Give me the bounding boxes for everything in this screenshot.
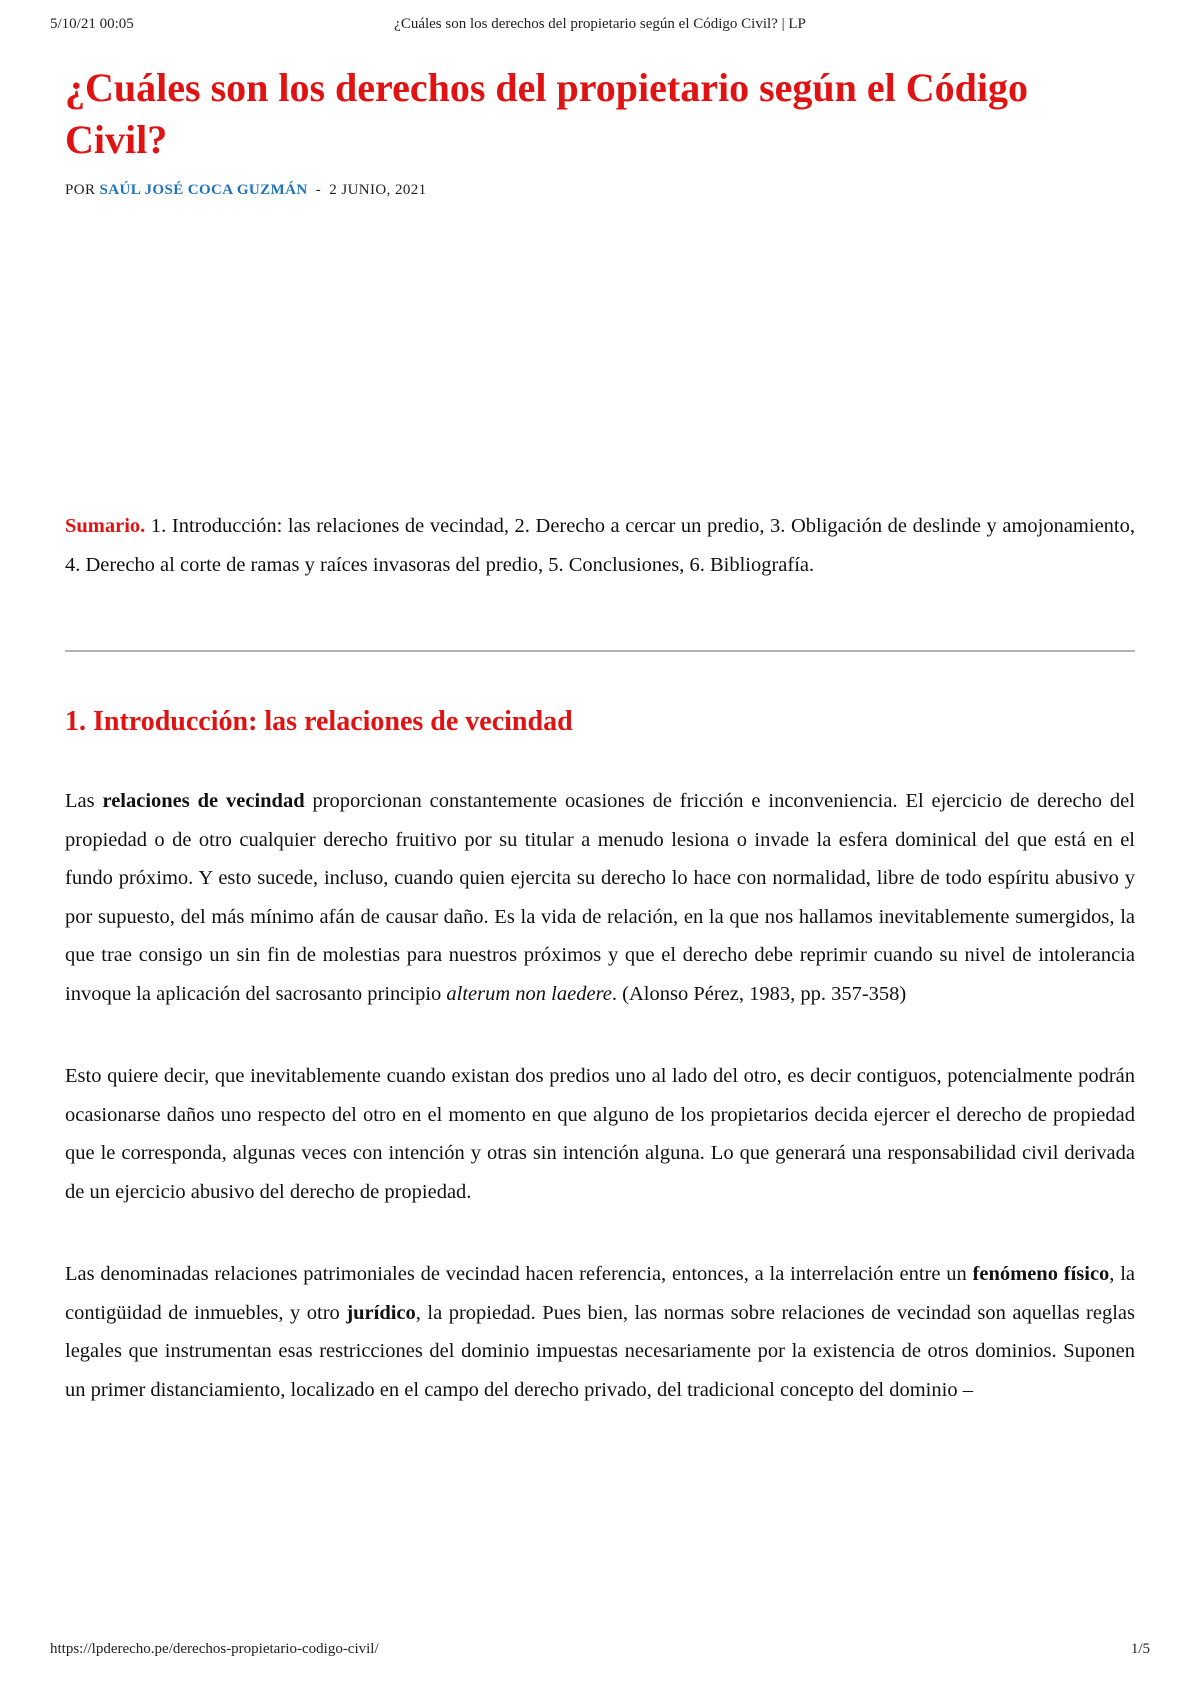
print-footer bbox=[50, 1641, 1150, 1661]
hero-image-placeholder bbox=[65, 199, 1135, 507]
article-content bbox=[65, 0, 1135, 1409]
body-paragraph-1: Las relaciones de vecindad proporcionan constantemente ocasiones de fricción e inconveniencia. El ejercicio de derecho del propiedad o de otro cualquier derecho fruitivo por su titular a menudo lesiona o invade la esfera dominical del que está en el fundo próximo. Y esto sucede, incluso, cuando quien ejercita su derecho lo hace con normalidad, libre de todo espíritu abusivo y por supuesto, del más mínimo afán de causar daño. Es la vida de relación, en la que nos hallamos inevitablemente sumergidos, la que trae consigo un sin fin de molestias para nuestros próximos y que el derecho debe reprimir cuando su nivel de intolerancia invoque la aplicación del sacrosanto principio alterum non laedere. (Alonso Pérez, 1983, pp. 357-358) bbox=[65, 790, 1135, 1005]
print-datetime: 5/10/21 00:05 bbox=[50, 16, 134, 32]
section-heading-introduccion: 1. Introducción: las relaciones de vecindad bbox=[65, 706, 573, 737]
footer-url: https://lpderecho.pe/derechos-propietario-codigo-civil/ bbox=[50, 1641, 379, 1657]
byline-separator: - bbox=[315, 182, 322, 198]
article-title: ¿Cuáles son los derechos del propietario según el Código Civil? bbox=[65, 65, 1029, 162]
section-divider bbox=[65, 650, 1135, 652]
byline bbox=[65, 182, 1135, 199]
sumario-paragraph: Sumario. 1. Introducción: las relaciones de vecindad, 2. Derecho a cercar un predio, 3. Obligación de deslinde y amojonamiento, 4. Derecho al corte de ramas y raíces invasoras del predio, 5. Conclusiones, 6. Bibliografía. bbox=[65, 515, 1135, 576]
body-paragraph-3: Las denominadas relaciones patrimoniales de vecindad hacen referencia, entonces, a la interrelación entre un fenómeno físico, la contigüidad de inmuebles, y otro jurídico, la propiedad. Pues bien, las normas sobre relaciones de vecindad son aquellas reglas legales que instrumentan esas restricciones del dominio impuestas necesariamente por la existencia de otros dominios. Suponen un primer distanciamiento, localizado en el campo del derecho privado, del tradicional concepto del dominio – bbox=[65, 1263, 1136, 1401]
footer-page-indicator: 1/5 bbox=[1130, 1641, 1150, 1657]
print-doc-title: ¿Cuáles son los derechos del propietario según el Código Civil? | LP bbox=[394, 16, 806, 32]
body-paragraph-2: Esto quiere decir, que inevitablemente cuando existan dos predios uno al lado del otro, es decir contiguos, potencialmente podrán ocasionarse daños uno respecto del otro en el momento en que alguno de los propietarios decida ejercer el derecho de propiedad que le corresponda, algunas veces con intención y otras sin intención alguna. Lo que generará una responsabilidad civil derivada de un ejercicio abusivo del derecho de propiedad. bbox=[65, 1065, 1135, 1203]
author-link[interactable]: SAÚL JOSÉ COCA GUZMÁN bbox=[99, 182, 308, 198]
byline-por-label: POR bbox=[65, 182, 96, 198]
byline-date: 2 JUNIO, 2021 bbox=[329, 182, 427, 198]
